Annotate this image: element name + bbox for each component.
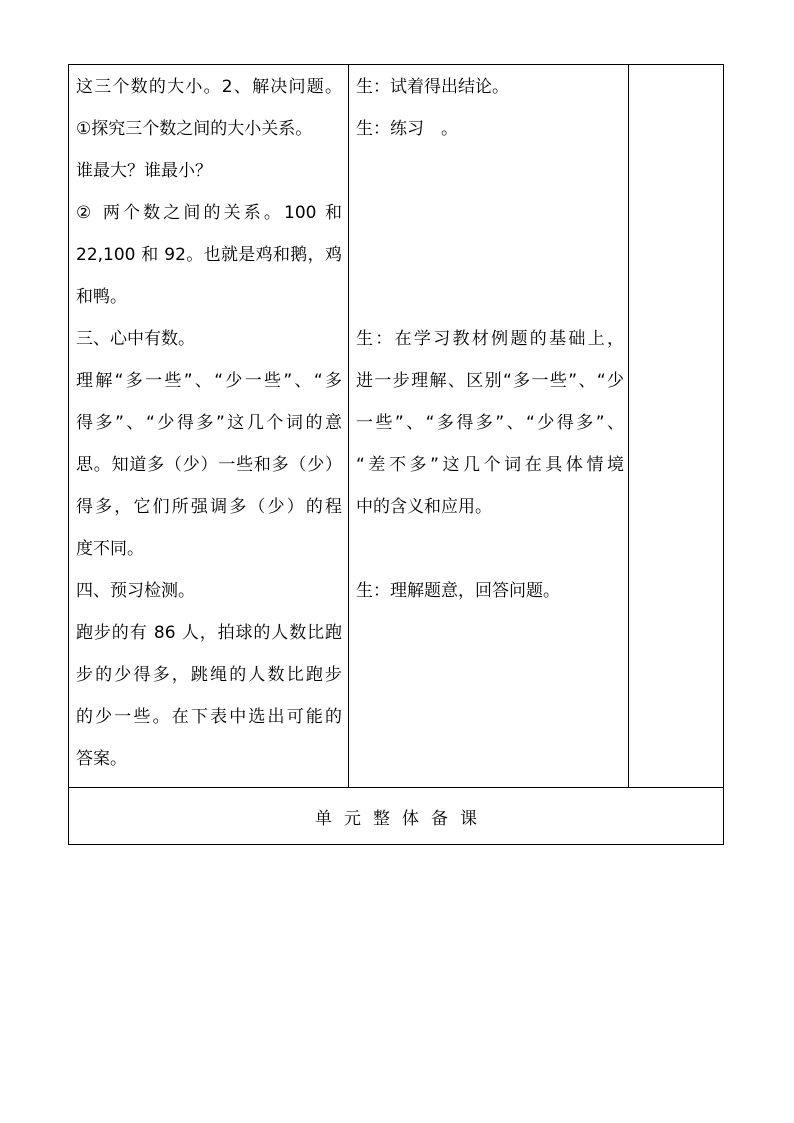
teacher-line: 谁最大？谁最小？ [76,161,212,181]
unit-planning-title: 单元整体备课 [315,808,489,829]
student-line: 进一步理解、区别“多一些”、“少 [356,371,624,391]
unit-planning-cell [69,788,724,845]
student-line: 生：试着得出结论。 [356,77,509,97]
teacher-line: 答案。 [76,749,127,769]
section-heading: 三、心中有数。 [76,329,195,349]
teacher-activity-cell [69,65,349,788]
teacher-line: 步的少得多，跳绳的人数比跑步 [76,665,342,685]
teacher-line: 度不同。 [76,539,144,559]
notes-cell [629,65,724,788]
teacher-line: 思。知道多（少）一些和多（少） [76,455,342,475]
student-line: 一些”、“多得多”、“少得多”、 [356,413,624,433]
blank-space [356,283,624,325]
blank-space [356,157,624,283]
student-line: “差不多”这几个词在具体情境 [356,455,624,475]
lesson-content-row [69,65,724,788]
student-line: 生：练习 。 [356,119,458,139]
student-line: 中的含义和应用。 [356,497,492,517]
lesson-plan-table [68,64,724,845]
student-activity-cell [349,65,629,788]
blank-space [356,535,624,577]
teacher-line: 得多，它们所强调多（少）的程 [76,497,342,517]
teacher-line: 得多”、“少得多”这几个词的意 [76,413,342,433]
teacher-line: 这三个数的大小。2、解决问题。 [76,77,342,97]
student-line: 生：在学习教材例题的基础上， [356,329,624,349]
teacher-line: 理解“多一些”、“少一些”、“多 [76,371,342,391]
teacher-line: 的少一些。在下表中选出可能的 [76,707,342,727]
student-line: 生：理解题意，回答问题。 [356,581,560,601]
teacher-line: 和鸭。 [76,287,127,307]
section-heading: 四、预习检测。 [76,581,195,601]
teacher-line: 跑步的有 86 人，拍球的人数比跑 [76,623,342,643]
teacher-line: ② 两个数之间的关系。100 和 [76,203,342,223]
unit-planning-row [69,788,724,845]
teacher-line: ①探究三个数之间的大小关系。 [76,119,313,139]
teacher-line: 22,100 和 92。也就是鸡和鹅，鸡 [76,245,342,265]
